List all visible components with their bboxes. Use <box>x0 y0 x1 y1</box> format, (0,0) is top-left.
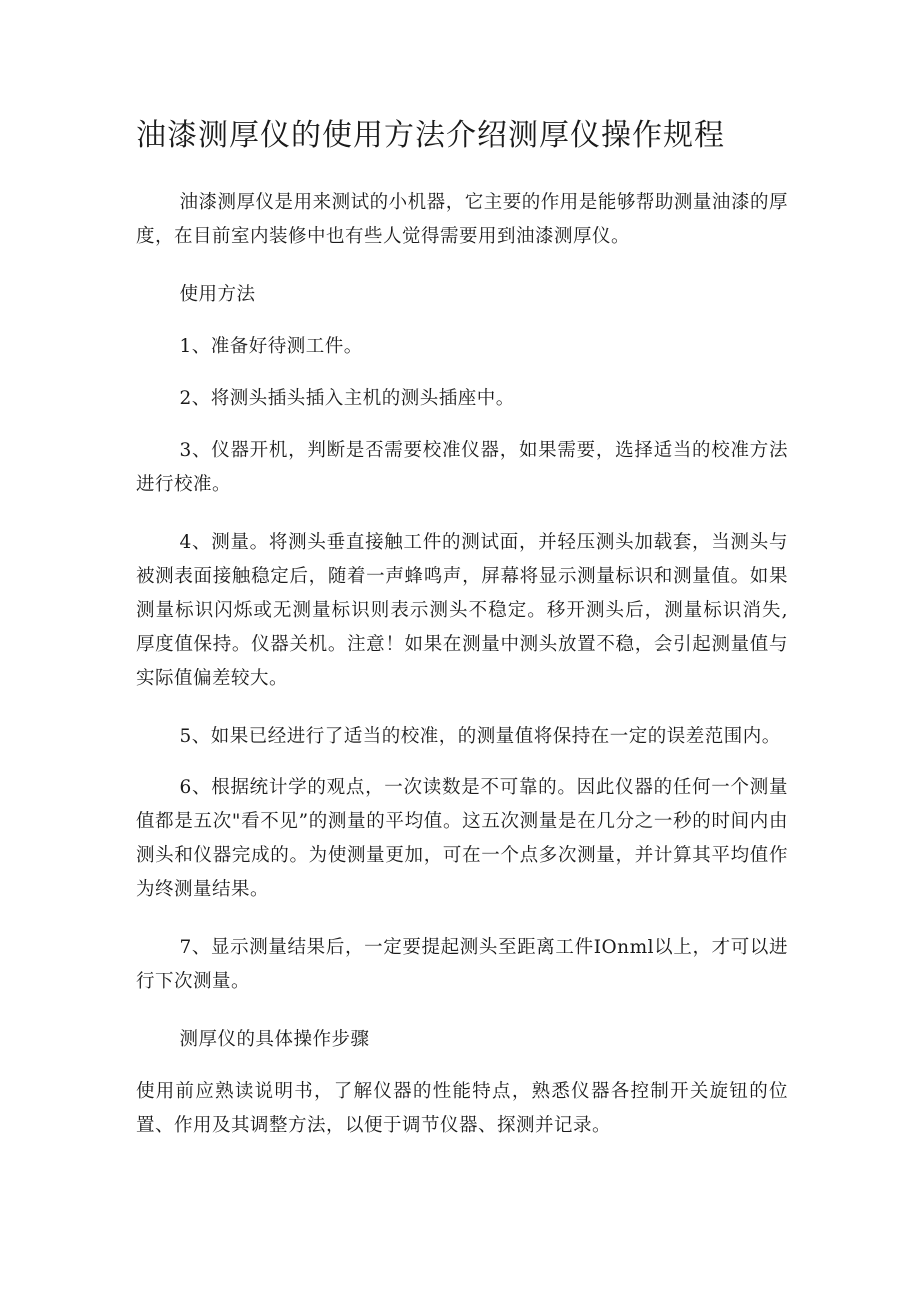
step-2: 2、将测头插头插入主机的测头插座中。 <box>179 388 515 409</box>
step-7: 7、显示测量结果后，一定要提起测头至距离工件IOnml以上，才可以进行下次测量。 <box>136 937 788 992</box>
intro-paragraph: 油漆测厚仪是用来测试的小机器，它主要的作用是能够帮助测量油漆的厚度，在目前室内装修中也有些人觉得需要用到油漆测厚仪。 <box>136 192 788 247</box>
document-title: 油漆测厚仪的使用方法介绍测厚仪操作规程 <box>136 118 725 153</box>
step-1: 1、准备好待测工件。 <box>179 336 363 357</box>
step-3: 3、仪器开机，判断是否需要校准仪器，如果需要，选择适当的校准方法进行校准。 <box>136 440 788 495</box>
step-5: 5、如果已经进行了适当的校准，的测量值将保持在一定的误差范围内。 <box>179 726 781 747</box>
step-6: 6、根据统计学的观点，一次读数是不可靠的。因此仪器的任何一个测量值都是五次"看不见”的测量的平均值。这五次测量是在几分之一秒的时间内由测头和仪器完成的。为使测量更加，可在一个点多次测量，并计算其平均值作为终测量结果。 <box>136 777 788 900</box>
document-body <box>136 186 788 1167</box>
closing-paragraph: 使用前应熟读说明书，了解仪器的性能特点，熟悉仪器各控制开关旋钮的位置、作用及其调整方法，以便于调节仪器、探测并记录。 <box>136 1081 788 1136</box>
section-heading-usage: 使用方法 <box>179 284 256 305</box>
section-heading-operation: 测厚仪的具体操作步骤 <box>179 1029 370 1050</box>
step-4: 4、测量。将测头垂直接触工件的测试面，并轻压测头加载套，当测头与被测表面接触稳定后，随着一声蜂鸣声，屏幕将显示测量标识和测量值。如果测量标识闪烁或无测量标识则表示测头不稳定。移开测头后，测量标识消失,厚度值保持。仪器关机。注意！如果在测量中测头放置不稳，会引起测量值与实际值偏差较大。 <box>136 532 788 689</box>
